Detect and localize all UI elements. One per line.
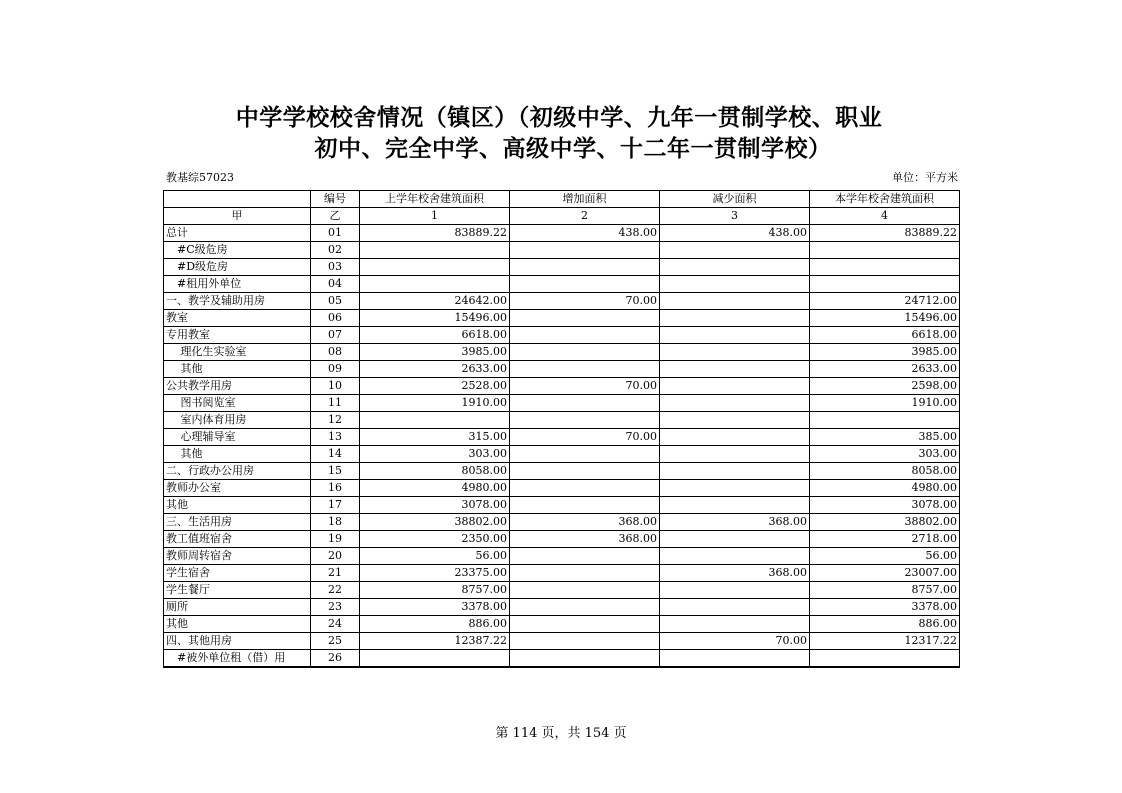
table-row (164, 582, 960, 599)
row-label-cell: 三、生活用房 (164, 514, 311, 531)
row-label-cell: 教室 (164, 310, 311, 327)
increase-area-cell: 368.00 (510, 531, 660, 548)
table-row (164, 463, 960, 480)
decrease-area-cell (660, 548, 810, 565)
current-year-area-cell: 3378.00 (810, 599, 960, 616)
decrease-area-cell (660, 361, 810, 378)
row-code-cell: 05 (311, 293, 360, 310)
table-row (164, 565, 960, 582)
increase-area-cell (510, 497, 660, 514)
table-row (164, 242, 960, 259)
current-year-area-cell: 38802.00 (810, 514, 960, 531)
prev-year-area-cell (360, 650, 510, 668)
form-code: 教基综57023 (166, 171, 234, 184)
header-cell: 1 (360, 208, 510, 225)
current-year-area-cell: 4980.00 (810, 480, 960, 497)
prev-year-area-cell: 886.00 (360, 616, 510, 633)
row-code-cell: 22 (311, 582, 360, 599)
prev-year-area-cell: 1910.00 (360, 395, 510, 412)
table-row (164, 344, 960, 361)
row-code-cell: 18 (311, 514, 360, 531)
table-row (164, 378, 960, 395)
current-year-area-cell: 8058.00 (810, 463, 960, 480)
row-label-cell: 理化生实验室 (164, 344, 311, 361)
row-code-cell: 20 (311, 548, 360, 565)
row-label-cell: 其他 (164, 446, 311, 463)
row-code-cell: 17 (311, 497, 360, 514)
current-year-area-cell: 23007.00 (810, 565, 960, 582)
table-row (164, 259, 960, 276)
row-label-cell: 公共教学用房 (164, 378, 311, 395)
decrease-area-cell (660, 344, 810, 361)
increase-area-cell (510, 480, 660, 497)
increase-area-cell (510, 616, 660, 633)
table-row (164, 225, 960, 242)
row-code-cell: 19 (311, 531, 360, 548)
increase-area-cell (510, 395, 660, 412)
prev-year-area-cell: 4980.00 (360, 480, 510, 497)
header-cell: 2 (510, 208, 660, 225)
increase-area-cell (510, 344, 660, 361)
decrease-area-cell (660, 497, 810, 514)
row-code-cell: 14 (311, 446, 360, 463)
unit-label: 单位：平方米 (892, 171, 958, 184)
header-cell: 本学年校舍建筑面积 (810, 191, 960, 208)
header-row-labels (164, 191, 960, 208)
increase-area-cell (510, 565, 660, 582)
row-code-cell: 16 (311, 480, 360, 497)
row-label-cell: 教师周转宿舍 (164, 548, 311, 565)
current-year-area-cell (810, 259, 960, 276)
table-row (164, 548, 960, 565)
decrease-area-cell (660, 242, 810, 259)
current-year-area-cell: 24712.00 (810, 293, 960, 310)
current-year-area-cell: 83889.22 (810, 225, 960, 242)
table-row (164, 412, 960, 429)
row-code-cell: 26 (311, 650, 360, 668)
prev-year-area-cell: 2633.00 (360, 361, 510, 378)
row-code-cell: 01 (311, 225, 360, 242)
current-year-area-cell: 3985.00 (810, 344, 960, 361)
current-year-area-cell (810, 242, 960, 259)
decrease-area-cell: 438.00 (660, 225, 810, 242)
row-label-cell: #被外单位租（借）用 (164, 650, 311, 668)
row-label-cell: 二、行政办公用房 (164, 463, 311, 480)
current-year-area-cell (810, 650, 960, 668)
increase-area-cell: 368.00 (510, 514, 660, 531)
increase-area-cell (510, 446, 660, 463)
table-row (164, 514, 960, 531)
header-cell: 编号 (311, 191, 360, 208)
row-code-cell: 04 (311, 276, 360, 293)
increase-area-cell (510, 633, 660, 650)
decrease-area-cell (660, 310, 810, 327)
increase-area-cell (510, 582, 660, 599)
increase-area-cell (510, 310, 660, 327)
current-year-area-cell (810, 276, 960, 293)
prev-year-area-cell: 2528.00 (360, 378, 510, 395)
decrease-area-cell (660, 480, 810, 497)
increase-area-cell: 70.00 (510, 378, 660, 395)
increase-area-cell (510, 259, 660, 276)
header-row-index (164, 208, 960, 225)
header-cell: 3 (660, 208, 810, 225)
row-code-cell: 12 (311, 412, 360, 429)
row-label-cell: #D级危房 (164, 259, 311, 276)
prev-year-area-cell (360, 242, 510, 259)
row-code-cell: 13 (311, 429, 360, 446)
decrease-area-cell (660, 412, 810, 429)
increase-area-cell (510, 599, 660, 616)
report-title-line-2: 初中、完全中学、高级中学、十二年一贯制学校） (314, 136, 832, 162)
prev-year-area-cell: 38802.00 (360, 514, 510, 531)
current-year-area-cell: 2718.00 (810, 531, 960, 548)
row-label-cell: 总计 (164, 225, 311, 242)
row-code-cell: 02 (311, 242, 360, 259)
page-number: 第 114 页，共 154 页 (495, 726, 627, 741)
row-label-cell: 图书阅览室 (164, 395, 311, 412)
increase-area-cell (510, 242, 660, 259)
row-code-cell: 07 (311, 327, 360, 344)
row-code-cell: 06 (311, 310, 360, 327)
decrease-area-cell (660, 378, 810, 395)
row-code-cell: 10 (311, 378, 360, 395)
table-row (164, 429, 960, 446)
decrease-area-cell (660, 463, 810, 480)
prev-year-area-cell: 3378.00 (360, 599, 510, 616)
prev-year-area-cell (360, 259, 510, 276)
decrease-area-cell (660, 599, 810, 616)
increase-area-cell: 70.00 (510, 429, 660, 446)
current-year-area-cell (810, 412, 960, 429)
increase-area-cell: 438.00 (510, 225, 660, 242)
increase-area-cell (510, 276, 660, 293)
increase-area-cell (510, 412, 660, 429)
row-label-cell: 心理辅导室 (164, 429, 311, 446)
current-year-area-cell: 2598.00 (810, 378, 960, 395)
report-title-line-1: 中学学校校舍情况（镇区）（初级中学、九年一贯制学校、职业 (235, 105, 883, 131)
header-cell: 增加面积 (510, 191, 660, 208)
prev-year-area-cell: 12387.22 (360, 633, 510, 650)
prev-year-area-cell: 3078.00 (360, 497, 510, 514)
table-row (164, 361, 960, 378)
table-row (164, 293, 960, 310)
decrease-area-cell (660, 259, 810, 276)
row-code-cell: 08 (311, 344, 360, 361)
row-label-cell: 教工值班宿舍 (164, 531, 311, 548)
row-label-cell: #C级危房 (164, 242, 311, 259)
table-row (164, 616, 960, 633)
table-row (164, 327, 960, 344)
current-year-area-cell: 886.00 (810, 616, 960, 633)
increase-area-cell (510, 327, 660, 344)
increase-area-cell (510, 650, 660, 668)
header-cell: 上学年校舍建筑面积 (360, 191, 510, 208)
prev-year-area-cell: 56.00 (360, 548, 510, 565)
row-label-cell: 教师办公室 (164, 480, 311, 497)
row-code-cell: 21 (311, 565, 360, 582)
decrease-area-cell (660, 446, 810, 463)
prev-year-area-cell: 8058.00 (360, 463, 510, 480)
current-year-area-cell: 1910.00 (810, 395, 960, 412)
table-row (164, 480, 960, 497)
current-year-area-cell: 385.00 (810, 429, 960, 446)
prev-year-area-cell: 24642.00 (360, 293, 510, 310)
row-label-cell: 室内体育用房 (164, 412, 311, 429)
decrease-area-cell (660, 531, 810, 548)
increase-area-cell: 70.00 (510, 293, 660, 310)
row-code-cell: 25 (311, 633, 360, 650)
decrease-area-cell (660, 429, 810, 446)
prev-year-area-cell: 23375.00 (360, 565, 510, 582)
current-year-area-cell: 3078.00 (810, 497, 960, 514)
increase-area-cell (510, 548, 660, 565)
decrease-area-cell: 368.00 (660, 565, 810, 582)
row-code-cell: 11 (311, 395, 360, 412)
table-row (164, 310, 960, 327)
current-year-area-cell: 6618.00 (810, 327, 960, 344)
school-building-area-table (163, 190, 960, 668)
header-cell: 4 (810, 208, 960, 225)
row-code-cell: 23 (311, 599, 360, 616)
row-code-cell: 15 (311, 463, 360, 480)
decrease-area-cell: 70.00 (660, 633, 810, 650)
prev-year-area-cell: 6618.00 (360, 327, 510, 344)
row-label-cell: 其他 (164, 616, 311, 633)
header-cell: 减少面积 (660, 191, 810, 208)
decrease-area-cell: 368.00 (660, 514, 810, 531)
header-cell (164, 191, 311, 208)
table-row (164, 497, 960, 514)
prev-year-area-cell (360, 276, 510, 293)
row-code-cell: 03 (311, 259, 360, 276)
decrease-area-cell (660, 582, 810, 599)
table-row (164, 599, 960, 616)
row-code-cell: 24 (311, 616, 360, 633)
decrease-area-cell (660, 616, 810, 633)
table-body (164, 225, 960, 668)
row-label-cell: 厕所 (164, 599, 311, 616)
row-label-cell: 学生餐厅 (164, 582, 311, 599)
decrease-area-cell (660, 276, 810, 293)
increase-area-cell (510, 463, 660, 480)
header-cell: 甲 (164, 208, 311, 225)
prev-year-area-cell: 83889.22 (360, 225, 510, 242)
prev-year-area-cell: 3985.00 (360, 344, 510, 361)
row-label-cell: 学生宿舍 (164, 565, 311, 582)
row-label-cell: 专用教室 (164, 327, 311, 344)
table-row (164, 395, 960, 412)
row-code-cell: 09 (311, 361, 360, 378)
current-year-area-cell: 56.00 (810, 548, 960, 565)
current-year-area-cell: 12317.22 (810, 633, 960, 650)
row-label-cell: 四、其他用房 (164, 633, 311, 650)
current-year-area-cell: 15496.00 (810, 310, 960, 327)
row-label-cell: #租用外单位 (164, 276, 311, 293)
row-label-cell: 其他 (164, 361, 311, 378)
table-row (164, 276, 960, 293)
prev-year-area-cell (360, 412, 510, 429)
decrease-area-cell (660, 395, 810, 412)
current-year-area-cell: 2633.00 (810, 361, 960, 378)
table-row (164, 650, 960, 668)
table-row (164, 633, 960, 650)
table-row (164, 446, 960, 463)
row-label-cell: 一、教学及辅助用房 (164, 293, 311, 310)
prev-year-area-cell: 15496.00 (360, 310, 510, 327)
increase-area-cell (510, 361, 660, 378)
decrease-area-cell (660, 650, 810, 668)
decrease-area-cell (660, 293, 810, 310)
decrease-area-cell (660, 327, 810, 344)
current-year-area-cell: 303.00 (810, 446, 960, 463)
prev-year-area-cell: 2350.00 (360, 531, 510, 548)
row-label-cell: 其他 (164, 497, 311, 514)
prev-year-area-cell: 315.00 (360, 429, 510, 446)
header-cell: 乙 (311, 208, 360, 225)
prev-year-area-cell: 303.00 (360, 446, 510, 463)
prev-year-area-cell: 8757.00 (360, 582, 510, 599)
table-row (164, 531, 960, 548)
current-year-area-cell: 8757.00 (810, 582, 960, 599)
